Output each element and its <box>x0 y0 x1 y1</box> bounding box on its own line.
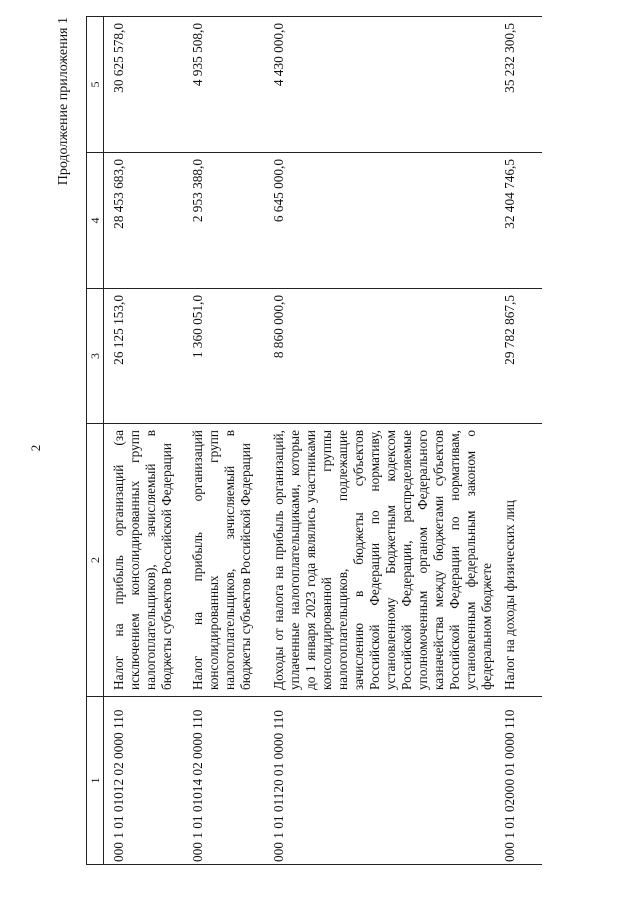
table-row <box>495 17 542 865</box>
amount-cell: 4 935 508,0 <box>183 17 264 153</box>
revenue-name-cell: Налог на прибыль организаций (за исключением консолидированных групп налогоплательщиков), зачисляемый в бюджеты субъектов Российской Федерации <box>104 424 184 697</box>
budget-code-cell: 000 1 01 01014 02 0000 110 <box>183 697 264 865</box>
budget-code-cell: 000 1 01 01120 01 0000 110 <box>264 697 495 865</box>
amount-cell: 35 232 300,5 <box>495 17 542 153</box>
amount-cell: 1 360 051,0 <box>183 289 264 424</box>
amount-cell: 29 782 867,5 <box>495 289 542 424</box>
column-header: 1 <box>87 697 104 865</box>
amount-cell: 2 953 388,0 <box>183 153 264 289</box>
table-header-row <box>87 17 104 865</box>
column-header: 5 <box>87 17 104 153</box>
revenue-name-cell: Налог на доходы физических лиц <box>495 424 542 697</box>
amount-cell: 30 625 578,0 <box>104 17 184 153</box>
column-header: 3 <box>87 289 104 424</box>
amount-cell: 28 453 683,0 <box>104 153 184 289</box>
budget-code-cell: 000 1 01 02000 01 0000 110 <box>495 697 542 865</box>
revenue-name-cell: Налог на прибыль организаций консолидированных групп налогоплательщиков, зачисляемый в бюджеты субъектов Российской Федерации <box>183 424 264 697</box>
amount-cell: 4 430 000,0 <box>264 17 495 153</box>
revenue-name-cell: Доходы от налога на прибыль организаций, уплаченные налогоплательщиками, которые до 1 января 2023 года являлись участниками консолидированной группы налогоплательщиков, подлежащие зачислению в бюджеты субъектов Российской Федерации по нормативу, установленному Бюджетным кодексом Российской Федерации, распределяемые уполномоченным органом Федерального казначейства между бюджетами субъектов Российской Федерации по нормативам, установленным федеральным законом о федеральном бюджете <box>264 424 495 697</box>
amount-cell: 32 404 746,5 <box>495 153 542 289</box>
column-header: 2 <box>87 424 104 697</box>
table-row <box>104 17 184 865</box>
amount-cell: 26 125 153,0 <box>104 289 184 424</box>
revenue-table <box>86 16 542 865</box>
amount-cell: 8 860 000,0 <box>264 289 495 424</box>
amount-cell: 6 645 000,0 <box>264 153 495 289</box>
budget-code-cell: 000 1 01 01012 02 0000 110 <box>104 697 184 865</box>
table-row <box>264 17 495 865</box>
page-number: 2 <box>28 444 43 452</box>
column-header: 4 <box>87 153 104 289</box>
table-row <box>183 17 264 865</box>
appendix-caption: Продолжение приложения 1 <box>56 17 71 186</box>
